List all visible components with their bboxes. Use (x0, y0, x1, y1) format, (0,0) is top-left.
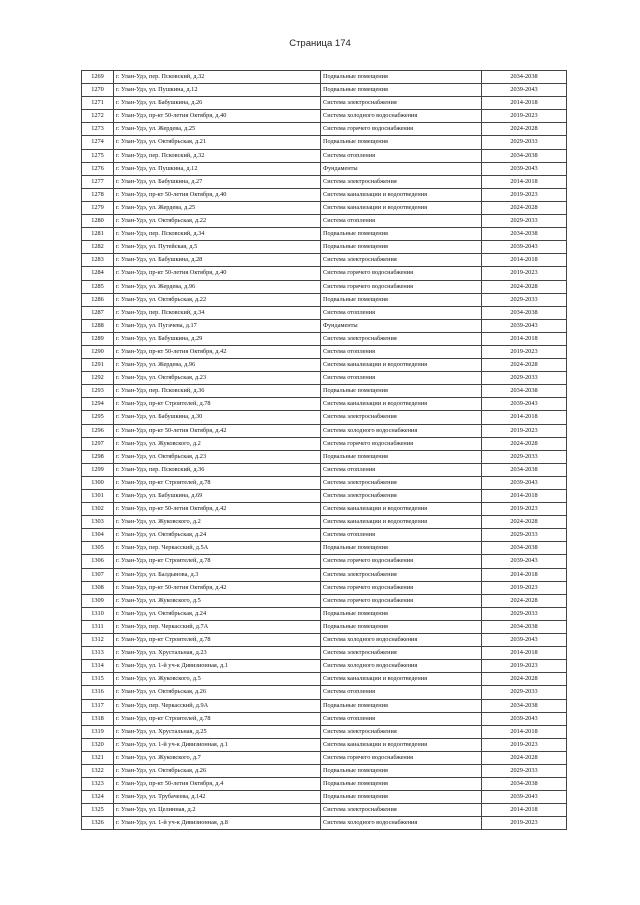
address-cell: г. Улан-Удэ, ул. Жердева, д.25 (114, 123, 321, 136)
row-number: 1302 (82, 503, 114, 516)
address-cell: г. Улан-Удэ, пер. Черкасский, д.7А (114, 620, 321, 633)
table-row (82, 568, 567, 581)
row-number: 1316 (82, 686, 114, 699)
table-row (82, 398, 567, 411)
row-number: 1281 (82, 228, 114, 241)
address-cell: г. Улан-Удэ, ул. Октябрьская, д.21 (114, 136, 321, 149)
period-cell: 2029-2033 (482, 529, 567, 542)
table-row (82, 555, 567, 568)
address-cell: г. Улан-Удэ, пер. Черкасский, д.5А (114, 542, 321, 555)
table-row (82, 686, 567, 699)
system-cell: Система горячего водоснабжения (321, 594, 482, 607)
address-cell: г. Улан-Удэ, пр-кт Строителей, д.78 (114, 634, 321, 647)
page-header: Страница 174 (289, 38, 351, 49)
system-cell: Фундаменты (321, 319, 482, 332)
system-cell: Система горячего водоснабжения (321, 555, 482, 568)
table-row (82, 673, 567, 686)
row-number: 1322 (82, 764, 114, 777)
table-row (82, 581, 567, 594)
address-cell: г. Улан-Удэ, ул. Жердева, д.96 (114, 359, 321, 372)
period-cell: 2019-2023 (482, 817, 567, 830)
address-cell: г. Улан-Удэ, пер. Псковский, д.36 (114, 385, 321, 398)
period-cell: 2029-2033 (482, 450, 567, 463)
period-cell: 2034-2038 (482, 620, 567, 633)
row-number: 1270 (82, 84, 114, 97)
period-cell: 2014-2018 (482, 411, 567, 424)
address-cell: г. Улан-Удэ, ул. Жуковского, д.2 (114, 437, 321, 450)
period-cell: 2034-2038 (482, 699, 567, 712)
table-row (82, 450, 567, 463)
system-cell: Система горячего водоснабжения (321, 751, 482, 764)
system-cell: Подвальные помещения (321, 228, 482, 241)
period-cell: 2039-2043 (482, 241, 567, 254)
row-number: 1297 (82, 437, 114, 450)
period-cell: 2029-2033 (482, 764, 567, 777)
system-cell: Подвальные помещения (321, 764, 482, 777)
period-cell: 2014-2018 (482, 332, 567, 345)
address-cell: г. Улан-Удэ, ул. Целинная, д.2 (114, 804, 321, 817)
table-row (82, 332, 567, 345)
table-row (82, 738, 567, 751)
address-cell: г. Улан-Удэ, ул. 1-й уч-к Дивизионная, д.1 (114, 738, 321, 751)
system-cell: Подвальные помещения (321, 136, 482, 149)
row-number: 1326 (82, 817, 114, 830)
table-row (82, 620, 567, 633)
period-cell: 2019-2023 (482, 345, 567, 358)
table-row (82, 804, 567, 817)
table-row (82, 319, 567, 332)
period-cell: 2039-2043 (482, 319, 567, 332)
row-number: 1313 (82, 647, 114, 660)
period-cell: 2019-2023 (482, 110, 567, 123)
address-cell: г. Улан-Удэ, ул. Бабушкина, д.69 (114, 490, 321, 503)
period-cell: 2029-2033 (482, 372, 567, 385)
period-cell: 2039-2043 (482, 162, 567, 175)
row-number: 1310 (82, 607, 114, 620)
address-cell: г. Улан-Удэ, ул. Октябрьская, д.23 (114, 450, 321, 463)
period-cell: 2024-2028 (482, 437, 567, 450)
table-row (82, 437, 567, 450)
row-number: 1272 (82, 110, 114, 123)
system-cell: Система электроснабжения (321, 804, 482, 817)
row-number: 1280 (82, 215, 114, 228)
row-number: 1282 (82, 241, 114, 254)
system-cell: Система горячего водоснабжения (321, 581, 482, 594)
system-cell: Система канализации и водоотведения (321, 673, 482, 686)
system-cell: Система электроснабжения (321, 332, 482, 345)
period-cell: 2024-2028 (482, 359, 567, 372)
table-row (82, 791, 567, 804)
row-number: 1274 (82, 136, 114, 149)
table-row (82, 123, 567, 136)
row-number: 1278 (82, 188, 114, 201)
period-cell: 2024-2028 (482, 516, 567, 529)
table-row (82, 215, 567, 228)
row-number: 1312 (82, 634, 114, 647)
period-cell: 2024-2028 (482, 673, 567, 686)
table-row (82, 136, 567, 149)
row-number: 1305 (82, 542, 114, 555)
row-number: 1277 (82, 175, 114, 188)
system-cell: Подвальные помещения (321, 293, 482, 306)
period-cell: 2014-2018 (482, 647, 567, 660)
address-cell: г. Улан-Удэ, пер. Псковский, д.36 (114, 463, 321, 476)
period-cell: 2039-2043 (482, 476, 567, 489)
period-cell: 2029-2033 (482, 686, 567, 699)
row-number: 1296 (82, 424, 114, 437)
system-cell: Подвальные помещения (321, 791, 482, 804)
table-row (82, 359, 567, 372)
period-cell: 2014-2018 (482, 568, 567, 581)
address-cell: г. Улан-Удэ, пр-кт Строителей, д.78 (114, 712, 321, 725)
address-cell: г. Улан-Удэ, ул. Бабушкина, д.30 (114, 411, 321, 424)
period-cell: 2019-2023 (482, 503, 567, 516)
system-cell: Подвальные помещения (321, 699, 482, 712)
row-number: 1293 (82, 385, 114, 398)
address-cell: г. Улан-Удэ, ул. Октябрьская, д.24 (114, 529, 321, 542)
row-number: 1300 (82, 476, 114, 489)
period-cell: 2014-2018 (482, 804, 567, 817)
address-cell: г. Улан-Удэ, пр-кт Строителей, д.78 (114, 476, 321, 489)
period-cell: 2024-2028 (482, 751, 567, 764)
system-cell: Подвальные помещения (321, 607, 482, 620)
address-cell: г. Улан-Удэ, ул. Бабушкина, д.27 (114, 175, 321, 188)
address-cell: г. Улан-Удэ, ул. Октябрьская, д.24 (114, 607, 321, 620)
table-row (82, 542, 567, 555)
row-number: 1290 (82, 345, 114, 358)
system-cell: Система канализации и водоотведения (321, 398, 482, 411)
table-row (82, 817, 567, 830)
system-cell: Система канализации и водоотведения (321, 503, 482, 516)
period-cell: 2019-2023 (482, 424, 567, 437)
table-row (82, 293, 567, 306)
table-row (82, 764, 567, 777)
address-cell: г. Улан-Удэ, ул. Октябрьская, д.26 (114, 764, 321, 777)
row-number: 1286 (82, 293, 114, 306)
period-cell: 2039-2043 (482, 712, 567, 725)
system-cell: Подвальные помещения (321, 542, 482, 555)
system-cell: Подвальные помещения (321, 84, 482, 97)
system-cell: Фундаменты (321, 162, 482, 175)
table-row (82, 778, 567, 791)
table-row (82, 241, 567, 254)
system-cell: Система электроснабжения (321, 411, 482, 424)
table-row (82, 634, 567, 647)
system-cell: Подвальные помещения (321, 620, 482, 633)
system-cell: Система канализации и водоотведения (321, 188, 482, 201)
row-number: 1306 (82, 555, 114, 568)
table-row (82, 280, 567, 293)
address-cell: г. Улан-Удэ, ул. Жуковского, д.5 (114, 594, 321, 607)
period-cell: 2024-2028 (482, 123, 567, 136)
system-cell: Система электроснабжения (321, 97, 482, 110)
period-cell: 2029-2033 (482, 136, 567, 149)
row-number: 1271 (82, 97, 114, 110)
address-cell: г. Улан-Удэ, пр-кт 50-летия Октября, д.40 (114, 110, 321, 123)
system-cell: Система отопления (321, 372, 482, 385)
period-cell: 2034-2038 (482, 542, 567, 555)
address-cell: г. Улан-Удэ, пр-кт 50-летия Октября, д.40 (114, 267, 321, 280)
address-cell: г. Улан-Удэ, пер. Черкасский, д.9А (114, 699, 321, 712)
table-row (82, 476, 567, 489)
address-cell: г. Улан-Удэ, ул. Путейская, д.5 (114, 241, 321, 254)
table-row (82, 71, 567, 84)
row-number: 1275 (82, 149, 114, 162)
row-number: 1320 (82, 738, 114, 751)
period-cell: 2039-2043 (482, 555, 567, 568)
system-cell: Система отопления (321, 215, 482, 228)
system-cell: Система канализации и водоотведения (321, 738, 482, 751)
table-row (82, 162, 567, 175)
system-cell: Система электроснабжения (321, 647, 482, 660)
address-cell: г. Улан-Удэ, пер. Псковский, д.32 (114, 71, 321, 84)
table-row (82, 647, 567, 660)
system-cell: Система холодного водоснабжения (321, 424, 482, 437)
period-cell: 2024-2028 (482, 594, 567, 607)
period-cell: 2019-2023 (482, 581, 567, 594)
period-cell: 2024-2028 (482, 280, 567, 293)
row-number: 1269 (82, 71, 114, 84)
table-row (82, 529, 567, 542)
table-row (82, 699, 567, 712)
table-row (82, 306, 567, 319)
address-cell: г. Улан-Удэ, ул. Пушкина, д.12 (114, 162, 321, 175)
system-cell: Система электроснабжения (321, 568, 482, 581)
row-number: 1276 (82, 162, 114, 175)
row-number: 1311 (82, 620, 114, 633)
period-cell: 2029-2033 (482, 293, 567, 306)
period-cell: 2034-2038 (482, 228, 567, 241)
address-cell: г. Улан-Удэ, пр-кт Строителей, д.78 (114, 555, 321, 568)
address-cell: г. Улан-Удэ, ул. Бабушкина, д.29 (114, 332, 321, 345)
table-row (82, 345, 567, 358)
registry-table (81, 70, 567, 830)
row-number: 1317 (82, 699, 114, 712)
system-cell: Система горячего водоснабжения (321, 267, 482, 280)
row-number: 1318 (82, 712, 114, 725)
address-cell: г. Улан-Удэ, ул. Пушкина, д.12 (114, 84, 321, 97)
system-cell: Система электроснабжения (321, 490, 482, 503)
address-cell: г. Улан-Удэ, ул. Октябрьская, д.22 (114, 293, 321, 306)
table-row (82, 372, 567, 385)
row-number: 1284 (82, 267, 114, 280)
row-number: 1273 (82, 123, 114, 136)
address-cell: г. Улан-Удэ, ул. Жуковского, д.2 (114, 516, 321, 529)
row-number: 1298 (82, 450, 114, 463)
table-row (82, 228, 567, 241)
period-cell: 2034-2038 (482, 306, 567, 319)
row-number: 1288 (82, 319, 114, 332)
row-number: 1301 (82, 490, 114, 503)
row-number: 1294 (82, 398, 114, 411)
system-cell: Система холодного водоснабжения (321, 660, 482, 673)
period-cell: 2019-2023 (482, 188, 567, 201)
address-cell: г. Улан-Удэ, ул. Октябрьская, д.23 (114, 372, 321, 385)
table-row (82, 175, 567, 188)
address-cell: г. Улан-Удэ, ул. Пугачева, д.17 (114, 319, 321, 332)
system-cell: Система электроснабжения (321, 725, 482, 738)
address-cell: г. Улан-Удэ, ул. Бабушкина, д.26 (114, 97, 321, 110)
row-number: 1315 (82, 673, 114, 686)
table-row (82, 725, 567, 738)
period-cell: 2014-2018 (482, 254, 567, 267)
system-cell: Подвальные помещения (321, 241, 482, 254)
table-row (82, 84, 567, 97)
period-cell: 2029-2033 (482, 607, 567, 620)
table-row (82, 751, 567, 764)
table-row (82, 149, 567, 162)
table-row (82, 594, 567, 607)
system-cell: Подвальные помещения (321, 778, 482, 791)
address-cell: г. Улан-Удэ, пр-кт Строителей, д.78 (114, 398, 321, 411)
table-row (82, 516, 567, 529)
system-cell: Система горячего водоснабжения (321, 437, 482, 450)
address-cell: г. Улан-Удэ, ул. Жуковского, д.5 (114, 673, 321, 686)
system-cell: Подвальные помещения (321, 385, 482, 398)
system-cell: Система отопления (321, 149, 482, 162)
address-cell: г. Улан-Удэ, ул. Бабушкина, д.28 (114, 254, 321, 267)
system-cell: Подвальные помещения (321, 450, 482, 463)
address-cell: г. Улан-Удэ, ул. Балдынова, д.3 (114, 568, 321, 581)
period-cell: 2014-2018 (482, 490, 567, 503)
address-cell: г. Улан-Удэ, пер. Псковский, д.32 (114, 149, 321, 162)
period-cell: 2039-2043 (482, 84, 567, 97)
row-number: 1319 (82, 725, 114, 738)
table-row (82, 188, 567, 201)
table-row (82, 201, 567, 214)
period-cell: 2014-2018 (482, 175, 567, 188)
period-cell: 2029-2033 (482, 215, 567, 228)
row-number: 1307 (82, 568, 114, 581)
system-cell: Система холодного водоснабжения (321, 110, 482, 123)
table-row (82, 411, 567, 424)
period-cell: 2019-2023 (482, 660, 567, 673)
table-row (82, 660, 567, 673)
system-cell: Система отопления (321, 306, 482, 319)
period-cell: 2019-2023 (482, 738, 567, 751)
row-number: 1323 (82, 778, 114, 791)
row-number: 1303 (82, 516, 114, 529)
row-number: 1299 (82, 463, 114, 476)
row-number: 1295 (82, 411, 114, 424)
system-cell: Система канализации и водоотведения (321, 201, 482, 214)
row-number: 1321 (82, 751, 114, 764)
address-cell: г. Улан-Удэ, ул. Жердева, д.96 (114, 280, 321, 293)
table-row (82, 503, 567, 516)
row-number: 1309 (82, 594, 114, 607)
address-cell: г. Улан-Удэ, ул. Хрустальная, д.25 (114, 725, 321, 738)
period-cell: 2039-2043 (482, 634, 567, 647)
table-row (82, 97, 567, 110)
system-cell: Система электроснабжения (321, 175, 482, 188)
system-cell: Система холодного водоснабжения (321, 634, 482, 647)
address-cell: г. Улан-Удэ, пр-кт 50-летия Октября, д.40 (114, 188, 321, 201)
address-cell: г. Улан-Удэ, пр-кт 50-летия Октября, д.42 (114, 345, 321, 358)
table-row (82, 424, 567, 437)
row-number: 1279 (82, 201, 114, 214)
table-row (82, 607, 567, 620)
system-cell: Система отопления (321, 463, 482, 476)
period-cell: 2039-2043 (482, 791, 567, 804)
period-cell: 2034-2038 (482, 463, 567, 476)
system-cell: Система электроснабжения (321, 476, 482, 489)
address-cell: г. Улан-Удэ, ул. Хрустальная, д.23 (114, 647, 321, 660)
table-row (82, 463, 567, 476)
period-cell: 2034-2038 (482, 71, 567, 84)
period-cell: 2024-2028 (482, 201, 567, 214)
table-row (82, 267, 567, 280)
row-number: 1289 (82, 332, 114, 345)
row-number: 1304 (82, 529, 114, 542)
row-number: 1292 (82, 372, 114, 385)
address-cell: г. Улан-Удэ, ул. Трубачеева, д.142 (114, 791, 321, 804)
system-cell: Система отопления (321, 686, 482, 699)
address-cell: г. Улан-Удэ, пр-кт 50-летия Октября, д.42 (114, 424, 321, 437)
period-cell: 2034-2038 (482, 385, 567, 398)
system-cell: Система горячего водоснабжения (321, 280, 482, 293)
row-number: 1283 (82, 254, 114, 267)
period-cell: 2014-2018 (482, 97, 567, 110)
system-cell: Система горячего водоснабжения (321, 123, 482, 136)
system-cell: Подвальные помещения (321, 71, 482, 84)
table-row (82, 110, 567, 123)
system-cell: Система канализации и водоотведения (321, 359, 482, 372)
row-number: 1314 (82, 660, 114, 673)
table-row (82, 490, 567, 503)
address-cell: г. Улан-Удэ, ул. 1-й уч-к Дивизионная, д.8 (114, 817, 321, 830)
address-cell: г. Улан-Удэ, пр-кт 50-летия Октября, д.42 (114, 581, 321, 594)
row-number: 1291 (82, 359, 114, 372)
row-number: 1308 (82, 581, 114, 594)
system-cell: Система электроснабжения (321, 254, 482, 267)
address-cell: г. Улан-Удэ, пер. Псковский, д.34 (114, 306, 321, 319)
address-cell: г. Улан-Удэ, ул. 1-й уч-к Дивизионная, д.1 (114, 660, 321, 673)
period-cell: 2034-2038 (482, 778, 567, 791)
period-cell: 2039-2043 (482, 398, 567, 411)
row-number: 1324 (82, 791, 114, 804)
system-cell: Система отопления (321, 529, 482, 542)
row-number: 1287 (82, 306, 114, 319)
table-row (82, 385, 567, 398)
system-cell: Система канализации и водоотведения (321, 516, 482, 529)
system-cell: Система отопления (321, 345, 482, 358)
address-cell: г. Улан-Удэ, ул. Октябрьская, д.22 (114, 215, 321, 228)
period-cell: 2019-2023 (482, 267, 567, 280)
address-cell: г. Улан-Удэ, ул. Жердева, д.25 (114, 201, 321, 214)
address-cell: г. Улан-Удэ, ул. Жуковского, д.7 (114, 751, 321, 764)
row-number: 1285 (82, 280, 114, 293)
row-number: 1325 (82, 804, 114, 817)
system-cell: Система отопления (321, 712, 482, 725)
period-cell: 2014-2018 (482, 725, 567, 738)
address-cell: г. Улан-Удэ, пр-кт 50-летия Октября, д.42 (114, 503, 321, 516)
table-row (82, 712, 567, 725)
registry-table-body (82, 71, 567, 830)
period-cell: 2034-2038 (482, 149, 567, 162)
address-cell: г. Улан-Удэ, ул. Октябрьская, д.26 (114, 686, 321, 699)
address-cell: г. Улан-Удэ, пр-кт 50-летия Октября, д.4 (114, 778, 321, 791)
table-row (82, 254, 567, 267)
address-cell: г. Улан-Удэ, пер. Псковский, д.34 (114, 228, 321, 241)
system-cell: Система холодного водоснабжения (321, 817, 482, 830)
